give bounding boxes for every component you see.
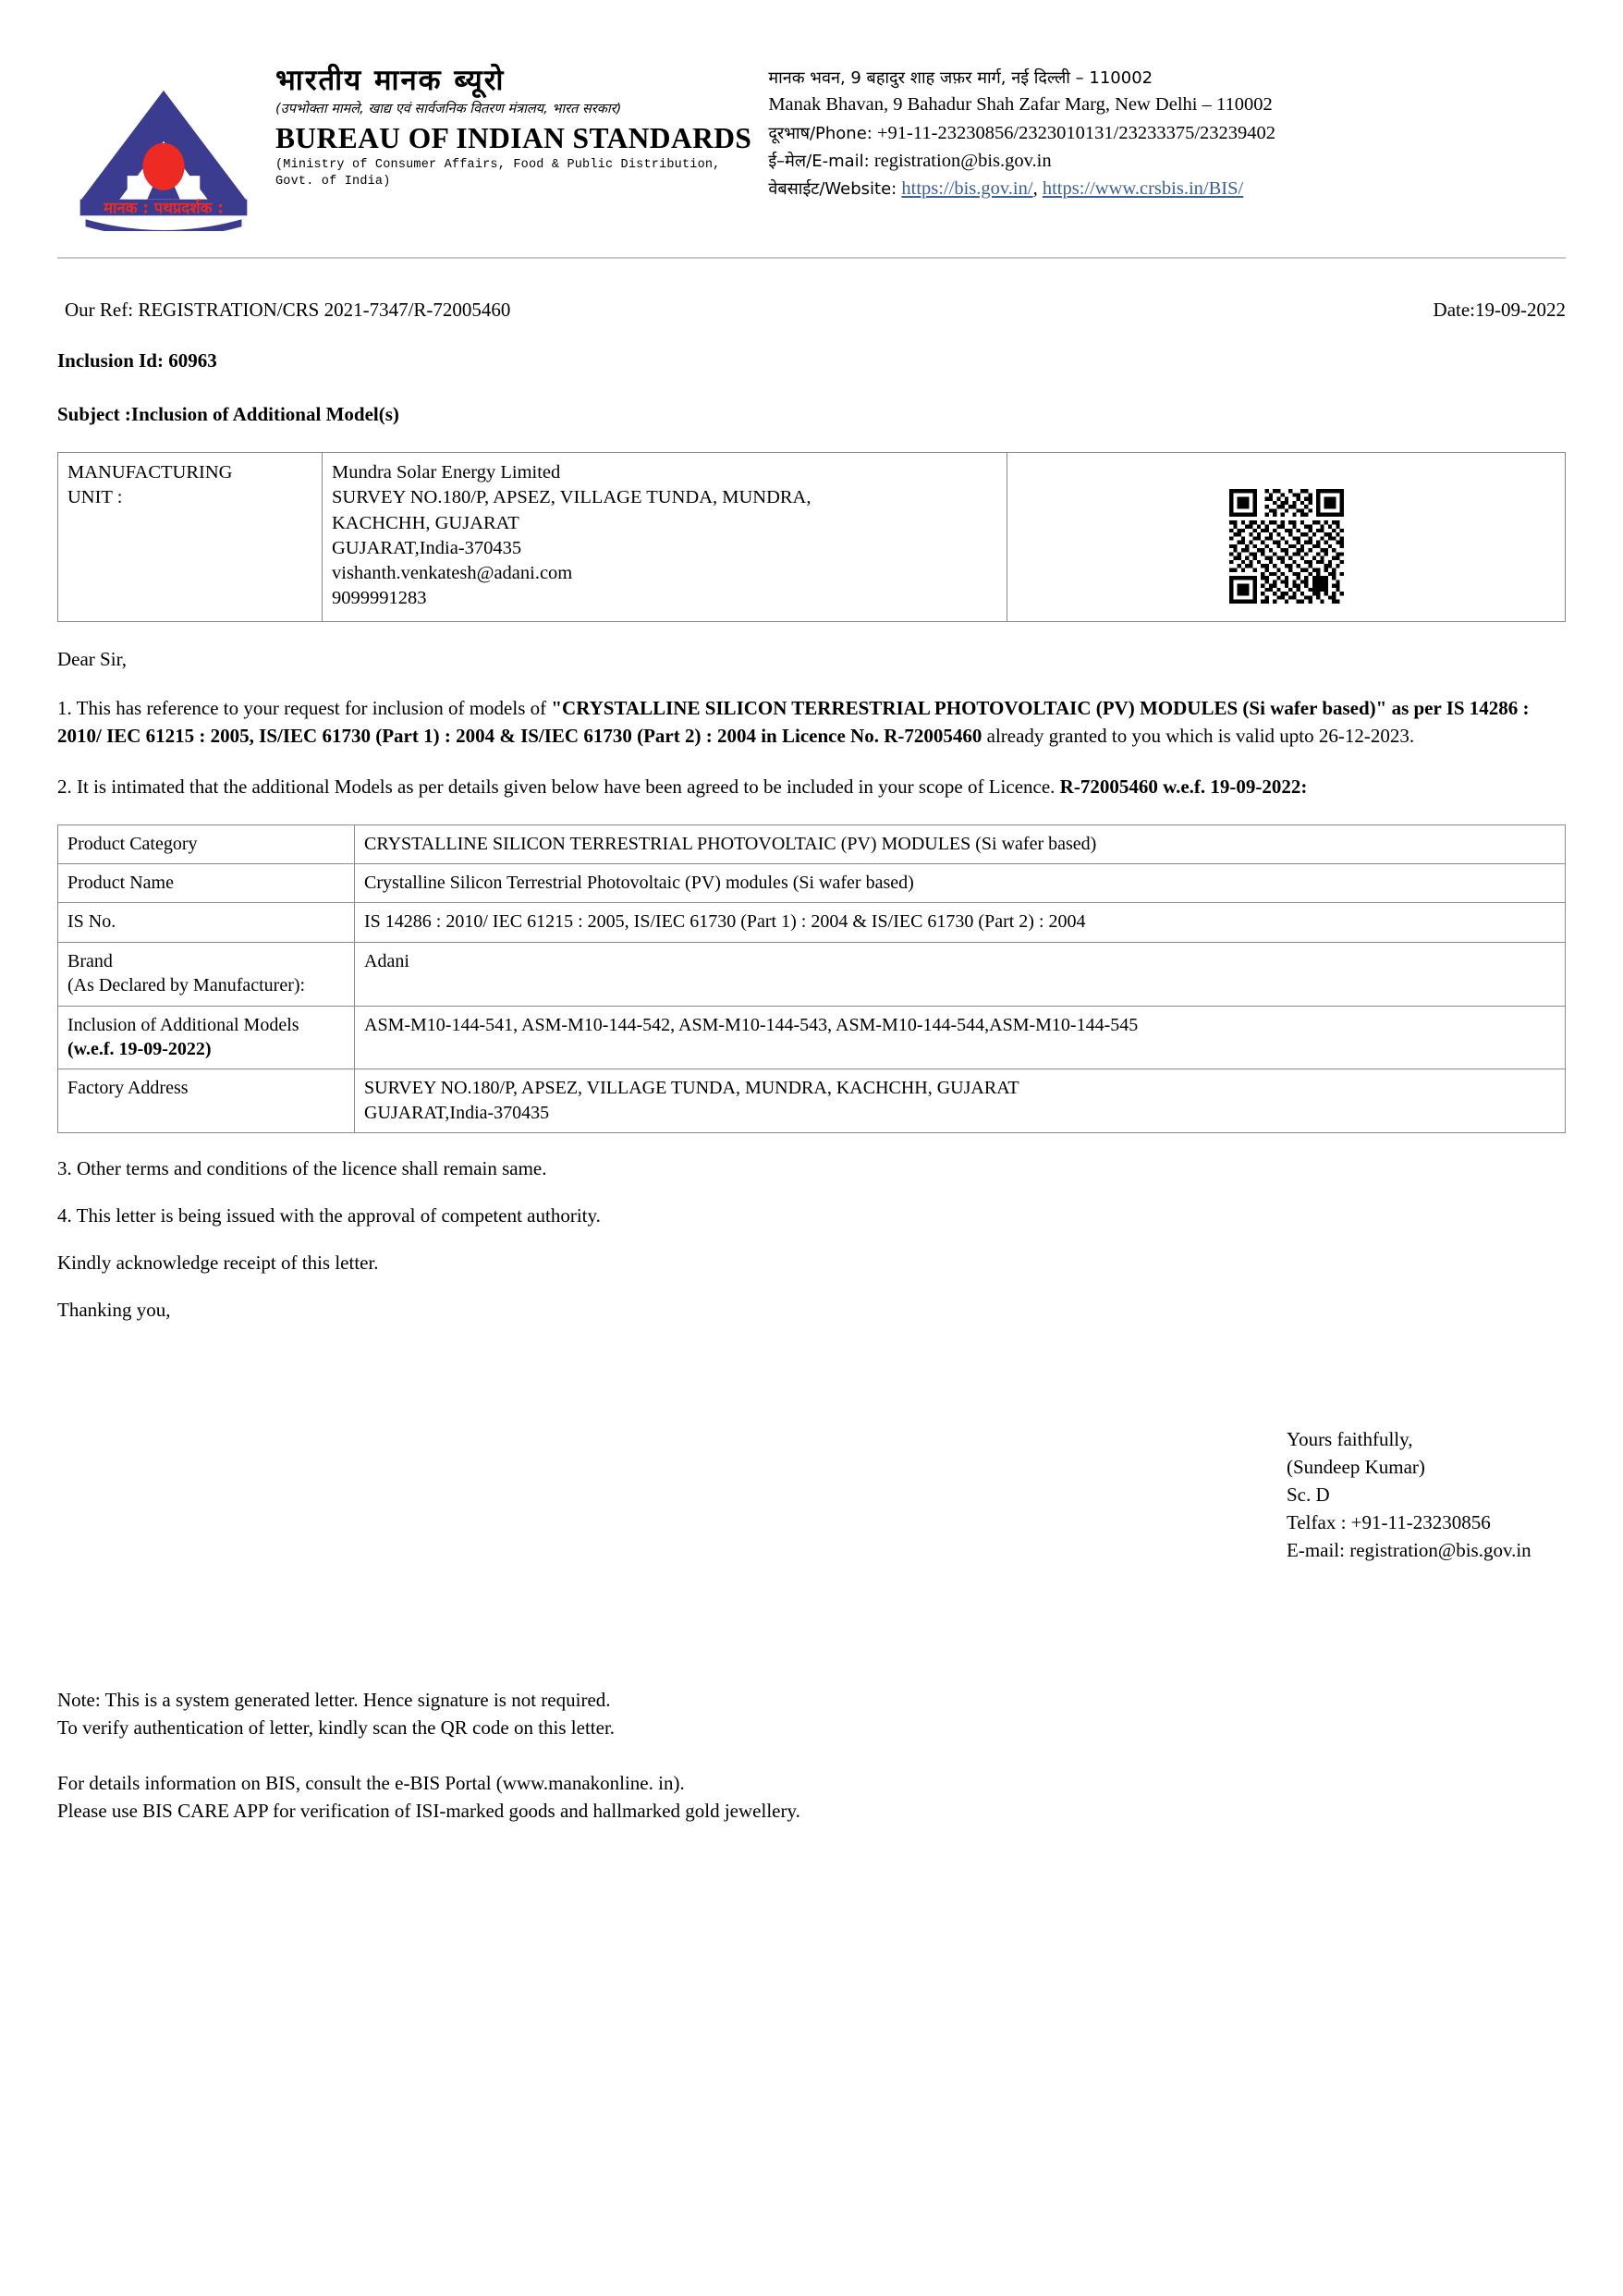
- table-row: [58, 1069, 1566, 1133]
- manufacturer-address-line1: SURVEY NO.180/P, APSEZ, VILLAGE TUNDA, MUNDRA,: [332, 487, 812, 508]
- manufacturer-phone: 9099991283: [332, 588, 427, 609]
- email-label: ई–मेल/E-mail:: [768, 151, 870, 171]
- manufacturer-address-line2: KACHCHH, GUJARAT: [332, 512, 519, 533]
- website-label: वेबसाईट/Website:: [768, 178, 897, 199]
- row-value-factory-address: [355, 1069, 1566, 1133]
- manufacturing-unit-label: [58, 453, 323, 622]
- signature-block: [1287, 1425, 1566, 1564]
- qr-code-holder: [1017, 460, 1556, 606]
- website-separator: ,: [1032, 177, 1043, 199]
- row-label-additional-models-line1: Inclusion of Additional Models: [67, 1014, 299, 1035]
- table-row: [58, 824, 1566, 863]
- qr-code-icon: [1229, 489, 1344, 604]
- manufacturer-name: Mundra Solar Energy Limited: [332, 462, 561, 482]
- inclusion-id: Inclusion Id: 60963: [57, 349, 217, 372]
- manufacturing-unit-label-line2: UNIT :: [67, 487, 123, 508]
- manufacturing-unit-table: [57, 452, 1566, 622]
- email-value: registration@bis.gov.in: [873, 150, 1052, 171]
- paragraph-2: [57, 773, 1566, 800]
- table-row: [58, 903, 1566, 942]
- row-label-additional-models-line2: (w.e.f. 19-09-2022): [67, 1038, 212, 1059]
- signature-name: (Sundeep Kumar): [1287, 1456, 1425, 1479]
- paragraph-2-bold: R-72005460 w.e.f. 19-09-2022:: [1059, 775, 1308, 798]
- org-ministry-hindi: (उपभोक्ता मामले, खाद्य एवं सार्वजनिक वितरण मंत्रालय, भारत सरकार): [275, 101, 622, 116]
- table-row: [58, 453, 1566, 622]
- org-name-english: BUREAU OF INDIAN STANDARDS: [275, 121, 752, 154]
- logo-block: [57, 54, 270, 231]
- manufacturer-address-line3: GUJARAT,India-370435: [332, 537, 522, 558]
- phone-line: [768, 119, 1566, 147]
- organisation-names: [270, 54, 751, 191]
- subject-line: Subject :Inclusion of Additional Model(s): [57, 403, 399, 425]
- thanking-line: Thanking you,: [57, 1299, 171, 1322]
- row-value-factory-address-line1: SURVEY NO.180/P, APSEZ, VILLAGE TUNDA, MUNDRA, KACHCHH, GUJARAT: [364, 1078, 1019, 1099]
- org-ministry-english: [275, 157, 751, 190]
- paragraph-1: [57, 694, 1566, 750]
- row-value-is-no: IS 14286 : 2010/ IEC 61215 : 2005, IS/IEC 61730 (Part 1) : 2004 & IS/IEC 61730 (Part 2) : 2004: [355, 903, 1566, 942]
- row-label-brand-line1: Brand: [67, 950, 113, 971]
- header-address: [751, 54, 1566, 202]
- org-name-hindi: भारतीय मानक ब्यूरो: [275, 64, 506, 97]
- row-value-product-name: Crystalline Silicon Terrestrial Photovoltaic (PV) modules (Si wafer based): [355, 863, 1566, 902]
- table-row: [58, 1006, 1566, 1069]
- acknowledge-line: Kindly acknowledge receipt of this letter.: [57, 1252, 379, 1275]
- paragraph-1-suffix: already granted to you which is valid upto 26-12-2023.: [982, 724, 1415, 747]
- paragraph-4: 4. This letter is being issued with the approval of competent authority.: [57, 1204, 601, 1227]
- portal-info: [57, 1769, 1566, 1825]
- letterhead: [0, 0, 1623, 231]
- signature-designation: Sc. D: [1287, 1484, 1330, 1507]
- letter-date: Date:19-09-2022: [1433, 299, 1566, 321]
- table-row: [58, 942, 1566, 1006]
- phone-value: +91-11-23230856/2323010131/23233375/23239402: [876, 122, 1276, 143]
- row-label-brand-line2: (As Declared by Manufacturer):: [67, 975, 306, 996]
- paragraph-2-prefix: 2. It is intimated that the additional Models as per details given below have been agreed to be included in your scope of Licence.: [57, 775, 1060, 798]
- paragraph-1-prefix: 1. This has reference to your request for inclusion of models of: [57, 696, 552, 719]
- org-ministry-english-line1: (Ministry of Consumer Affairs, Food & Public Distribution,: [275, 158, 721, 173]
- website-line: [768, 175, 1566, 202]
- row-value-brand: Adani: [355, 942, 1566, 1006]
- logo-tagline: मानक : पथप्रदर्शक :: [104, 199, 224, 217]
- email-line: [768, 147, 1566, 175]
- bis-triangle-logo: [72, 81, 255, 231]
- paragraph-3: 3. Other terms and conditions of the licence shall remain same.: [57, 1157, 547, 1180]
- letter-body: [0, 299, 1623, 1825]
- qr-code-cell: [1007, 453, 1566, 622]
- address-line-hindi: मानक भवन, 9 बहादुर शाह जफ़र मार्ग, नई दिल्ली – 110002: [768, 68, 1153, 88]
- system-note-line2: To verify authentication of letter, kindly scan the QR code on this letter.: [57, 1716, 616, 1740]
- inclusion-details-table: [57, 824, 1566, 1134]
- portal-info-line1: For details information on BIS, consult the e-BIS Portal (www.manakonline. in).: [57, 1772, 685, 1795]
- row-label-brand: [58, 942, 355, 1006]
- header-divider: [57, 257, 1566, 259]
- paragraph-1-bold: "CRYSTALLINE SILICON TERRESTRIAL PHOTOVOLTAIC (PV) MODULES (Si wafer based)" as per IS 14286 : 2010/ IEC 61215 : 2005, IS/IEC 61730 (Part 1) : 2004 & IS/IEC 61730 (Part 2) : 2004 in Licence No. R-72005460: [57, 696, 1530, 747]
- manufacturing-unit-details: [323, 453, 1007, 622]
- signature-closing: Yours faithfully,: [1287, 1428, 1413, 1451]
- address-line-english: Manak Bhavan, 9 Bahadur Shah Zafar Marg, New Delhi – 110002: [768, 94, 1273, 116]
- salutation: Dear Sir,: [57, 647, 127, 670]
- signature-telfax: Telfax : +91-11-23230856: [1287, 1511, 1491, 1534]
- phone-label: दूरभाष/Phone:: [768, 123, 873, 143]
- row-value-product-category: CRYSTALLINE SILICON TERRESTRIAL PHOTOVOLTAIC (PV) MODULES (Si wafer based): [355, 824, 1566, 863]
- table-row: [58, 863, 1566, 902]
- row-label-product-category: Product Category: [58, 824, 355, 863]
- row-label-product-name: Product Name: [58, 863, 355, 902]
- website-link-crsbis[interactable]: https://www.crsbis.in/BIS/: [1042, 177, 1244, 199]
- row-value-factory-address-line2: GUJARAT,India-370435: [364, 1102, 550, 1123]
- row-value-additional-models: ASM-M10-144-541, ASM-M10-144-542, ASM-M10-144-543, ASM-M10-144-544,ASM-M10-144-545: [355, 1006, 1566, 1069]
- system-note-line1: Note: This is a system generated letter. Hence signature is not required.: [57, 1689, 611, 1712]
- row-label-factory-address: Factory Address: [58, 1069, 355, 1133]
- system-note: [57, 1686, 1566, 1741]
- signature-email: E-mail: registration@bis.gov.in: [1287, 1539, 1531, 1562]
- portal-info-line2: Please use BIS CARE APP for verification of ISI-marked goods and hallmarked gold jewellery.: [57, 1800, 800, 1823]
- manufacturer-email: vishanth.venkatesh@adani.com: [332, 563, 573, 583]
- row-label-additional-models: [58, 1006, 355, 1069]
- our-ref: Our Ref: REGISTRATION/CRS 2021-7347/R-72005460: [65, 299, 511, 321]
- website-link-bis[interactable]: https://bis.gov.in/: [901, 177, 1033, 199]
- reference-line: [57, 299, 1566, 322]
- org-ministry-english-line2: Govt. of India): [275, 175, 391, 189]
- row-label-is-no: IS No.: [58, 903, 355, 942]
- manufacturing-unit-label-line1: MANUFACTURING: [67, 462, 233, 482]
